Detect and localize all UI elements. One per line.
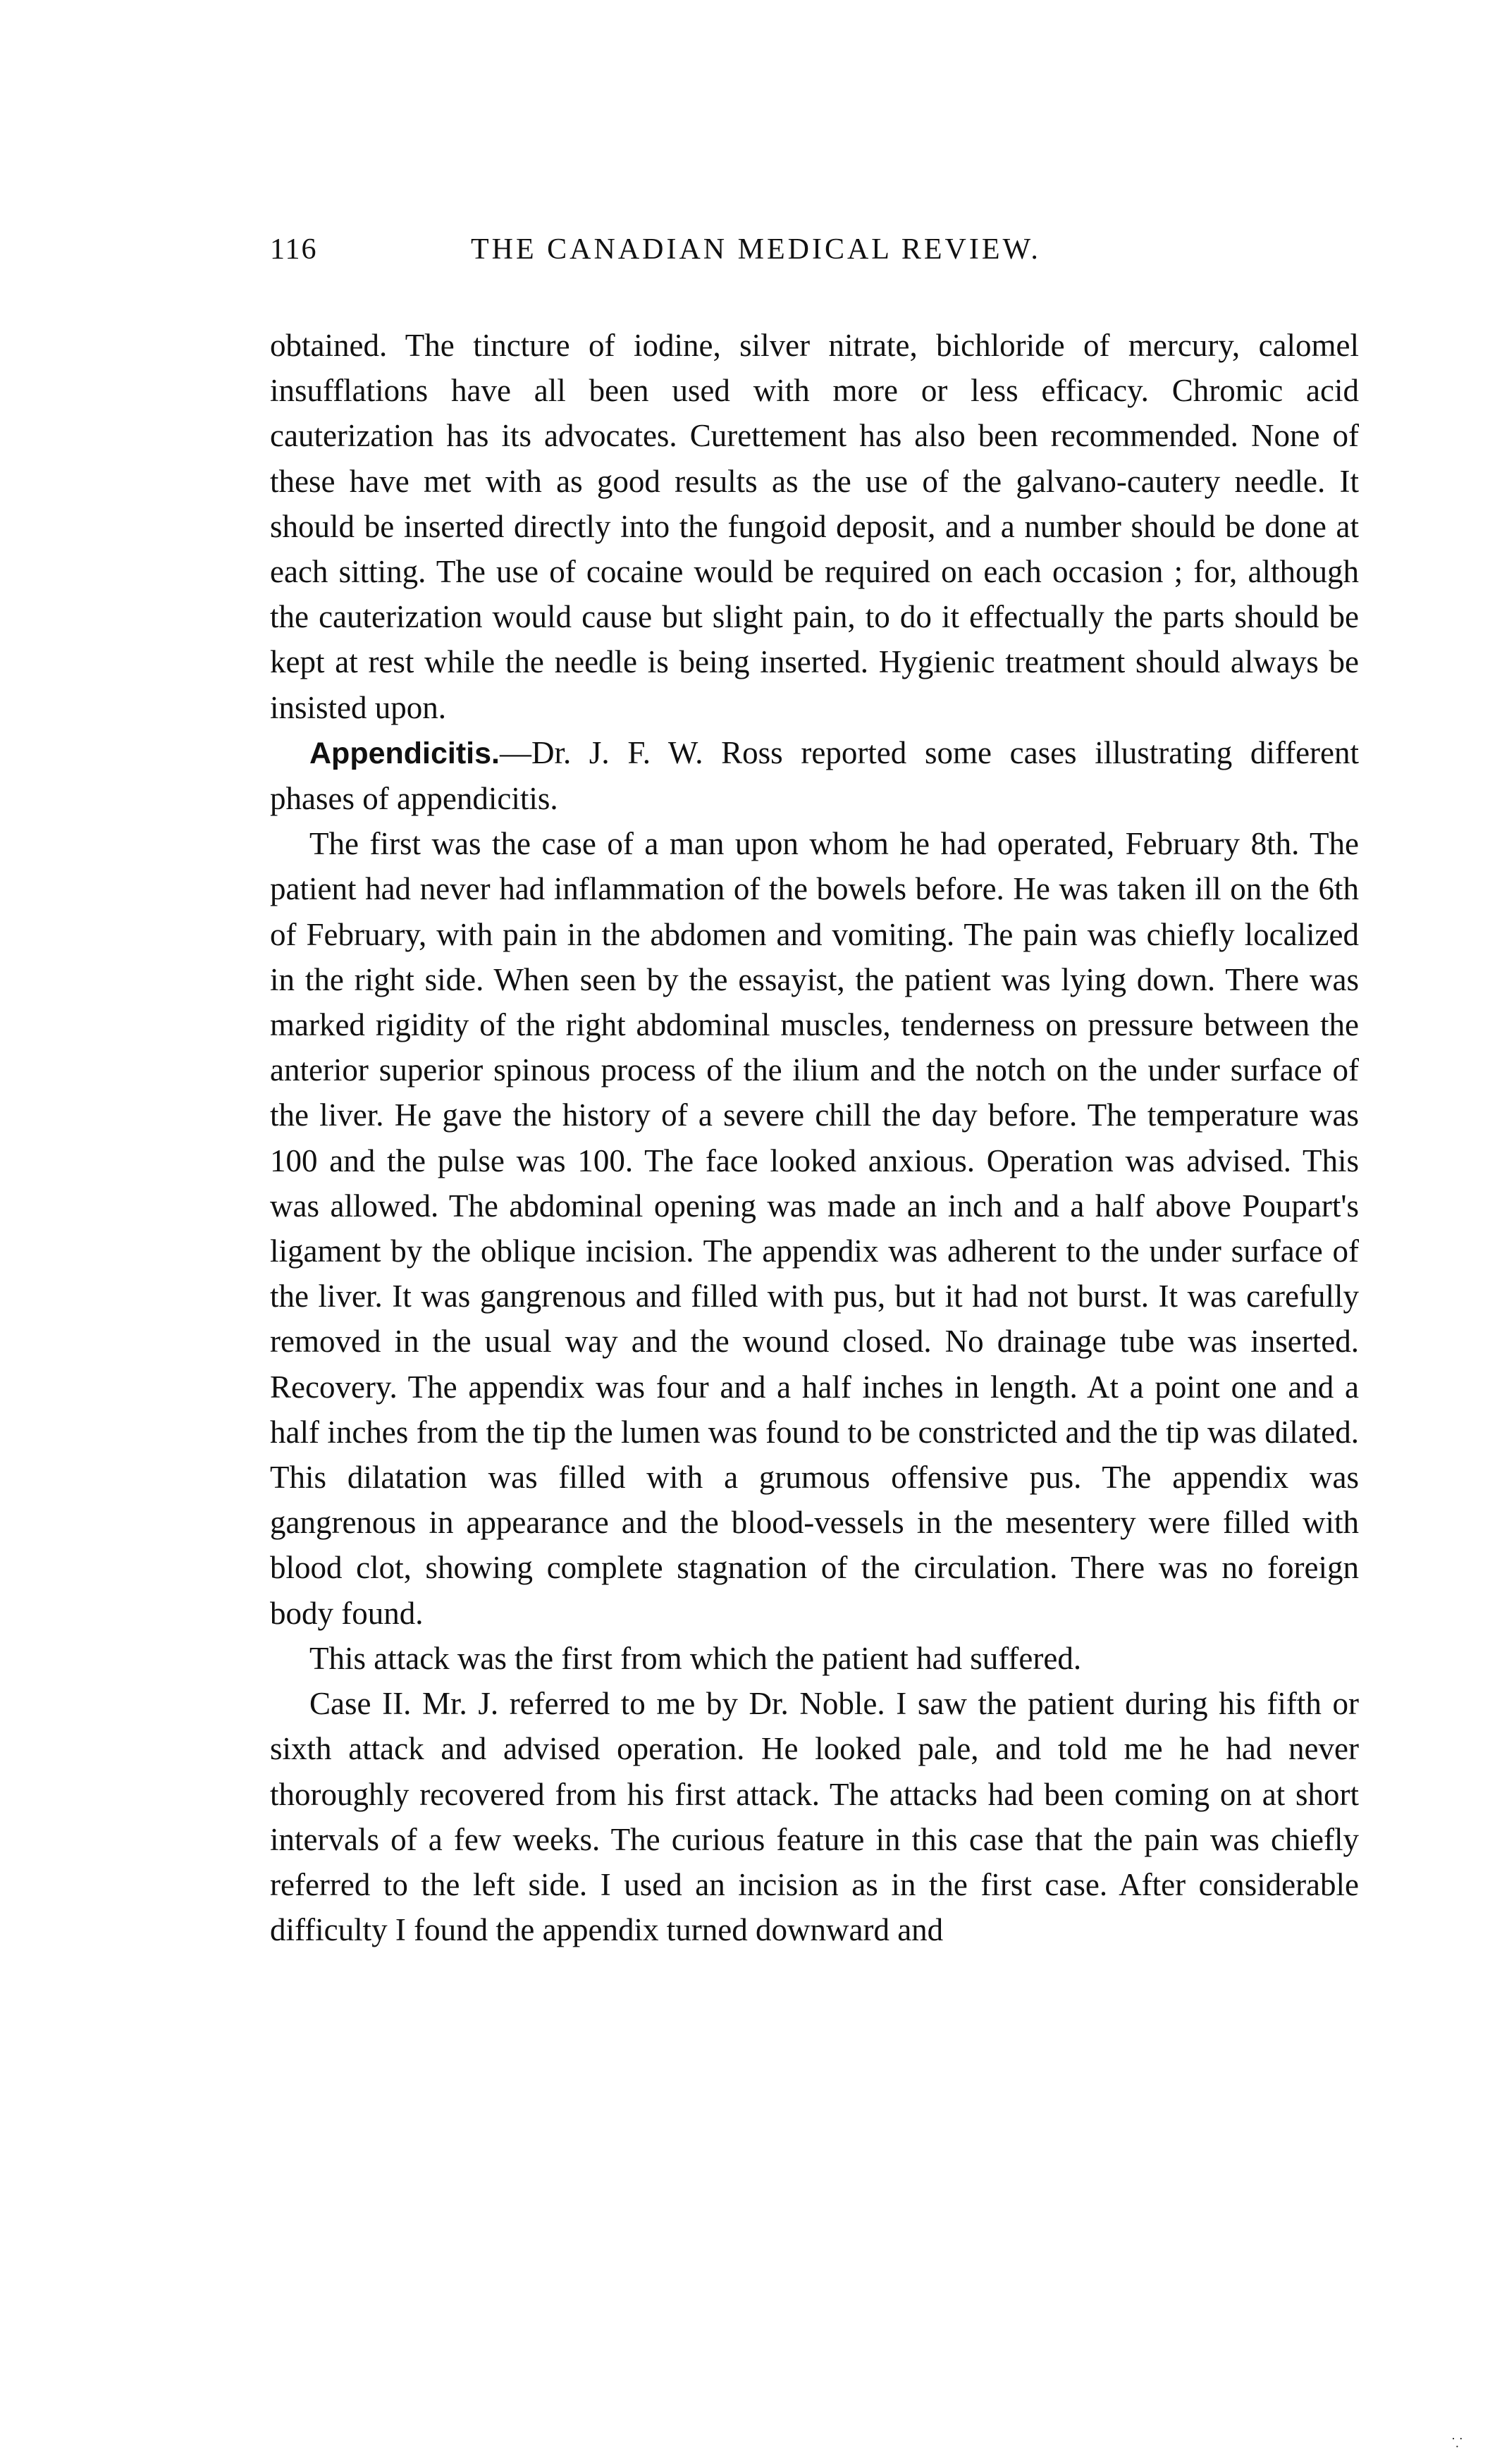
paragraph-appendicitis <box>270 730 1359 821</box>
paragraph-text: This attack was the first from which the patient had suffered. <box>309 1640 1082 1676</box>
corner-mark: ⸪ <box>1452 2436 1463 2451</box>
section-heading: Appendicitis. <box>309 736 500 770</box>
running-title: THE CANADIAN MEDICAL REVIEW. <box>471 233 1041 266</box>
article-body <box>270 323 1359 1952</box>
paragraph-text: The first was the case of a man upon whom he had operated, February 8th. The patient had never had inflammation of the bowels before. He was taken ill on the 6th of February, with pain in the abdomen and vomiting. The pain was chiefly localized in the right side. When seen by the essayist, the patient was lying down. There was marked rigidity of the right abdominal muscles, tenderness on pressure between the anterior superior spinous process of the ilium and the notch on the under surface of the liver. He gave the history of a severe chill the day before. The temperature was 100 and the pulse was 100. The face looked anxious. Operation was advised. This was allowed. The abdominal opening was made an inch and a half above Poupart's ligament by the oblique incision. The appendix was adherent to the under surface of the liver. It was gangrenous and filled with pus, but it had not burst. It was carefully removed in the usual way and the wound closed. No drainage tube was inserted. Recovery. The appendix was four and a half inches in length. At a point one and a half inches from the tip the lumen was found to be constricted and the tip was dilated. This dilatation was filled with a grumous offensive pus. The appendix was gangrenous in appearance and the blood-vessels in the mesentery were filled with blood clot, showing complete stagnation of the circulation. There was no foreign body found. <box>270 826 1359 1631</box>
paragraph-first-attack <box>270 1636 1359 1681</box>
paragraph-text: obtained. The tincture of iodine, silver nitrate, bichloride of mercury, calomel insufflations have all been used with more or less efficacy. Chromic acid cauterization has its advocates. Curettement has also been recommended. None of these have met with as good results as the use of the galvano-cautery needle. It should be inserted directly into the fungoid deposit, and a number should be done at each sitting. The use of cocaine would be required on each occasion ; for, although the cauterization would cause but slight pain, to do it effectually the parts should be kept at rest while the needle is being inserted. Hygienic treatment should always be insisted upon. <box>270 328 1359 725</box>
page-number: 116 <box>270 233 318 266</box>
paragraph-case-two <box>270 1681 1359 1952</box>
paragraph-continuation <box>270 323 1359 730</box>
page-header <box>270 233 1359 296</box>
document-page <box>270 233 1359 1948</box>
paragraph-text: Case II. Mr. J. referred to me by Dr. Noble. I saw the patient during his fifth or sixth attack and advised operation. He looked pale, and told me he had never thoroughly recovered from his first attack. The attacks had been coming on at short intervals of a few weeks. The curious feature in this case that the pain was chiefly referred to the left side. I used an incision as in the first case. After considerable difficulty I found the appendix turned downward and <box>270 1686 1359 1948</box>
paragraph-first-case <box>270 821 1359 1636</box>
paragraph-text: —Dr. J. F. W. Ross reported some cases illustrating different phases of appendicitis. <box>270 734 1359 817</box>
